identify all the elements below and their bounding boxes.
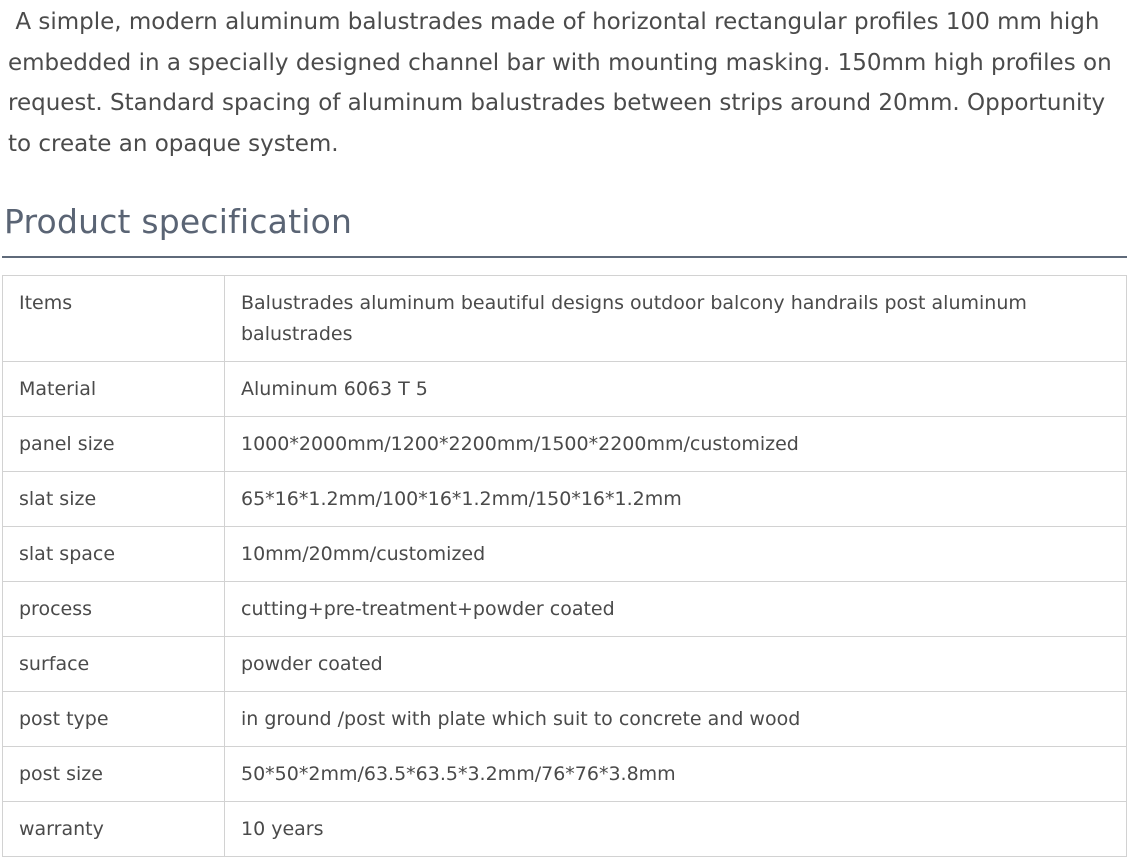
spec-value: 10 years	[225, 802, 1127, 857]
spec-label: warranty	[3, 802, 225, 857]
table-row	[3, 472, 1127, 527]
spec-label: slat space	[3, 527, 225, 582]
spec-value: 1000*2000mm/1200*2200mm/1500*2200mm/customized	[225, 417, 1127, 472]
spec-label: post type	[3, 692, 225, 747]
spec-label: panel size	[3, 417, 225, 472]
spec-label: post size	[3, 747, 225, 802]
table-row	[3, 582, 1127, 637]
table-row	[3, 692, 1127, 747]
section-title: Product specification	[4, 202, 353, 241]
spec-value: in ground /post with plate which suit to concrete and wood	[225, 692, 1127, 747]
table-row	[3, 527, 1127, 582]
spec-value: Balustrades aluminum beautiful designs outdoor balcony handrails post aluminum balustrades	[225, 276, 1127, 362]
title-divider	[2, 256, 1127, 258]
spec-label: slat size	[3, 472, 225, 527]
table-row	[3, 637, 1127, 692]
spec-label: process	[3, 582, 225, 637]
spec-value: Aluminum 6063 T 5	[225, 362, 1127, 417]
spec-value: 50*50*2mm/63.5*63.5*3.2mm/76*76*3.8mm	[225, 747, 1127, 802]
specification-table	[2, 275, 1127, 857]
spec-value: 65*16*1.2mm/100*16*1.2mm/150*16*1.2mm	[225, 472, 1127, 527]
table-row	[3, 276, 1127, 362]
spec-label: surface	[3, 637, 225, 692]
table-row	[3, 417, 1127, 472]
spec-value: powder coated	[225, 637, 1127, 692]
table-row	[3, 802, 1127, 857]
spec-label: Material	[3, 362, 225, 417]
table-row	[3, 362, 1127, 417]
table-row	[3, 747, 1127, 802]
spec-value: 10mm/20mm/customized	[225, 527, 1127, 582]
spec-label: Items	[3, 276, 225, 362]
product-description: A simple, modern aluminum balustrades made of horizontal rectangular profiles 100 mm high embedded in a specially designed channel bar with mounting masking. 150mm high profiles on request. Standard spacing of aluminum balustrades between strips around 20mm. Opportunity to create an opaque system.	[8, 9, 1119, 157]
spec-value: cutting+pre-treatment+powder coated	[225, 582, 1127, 637]
